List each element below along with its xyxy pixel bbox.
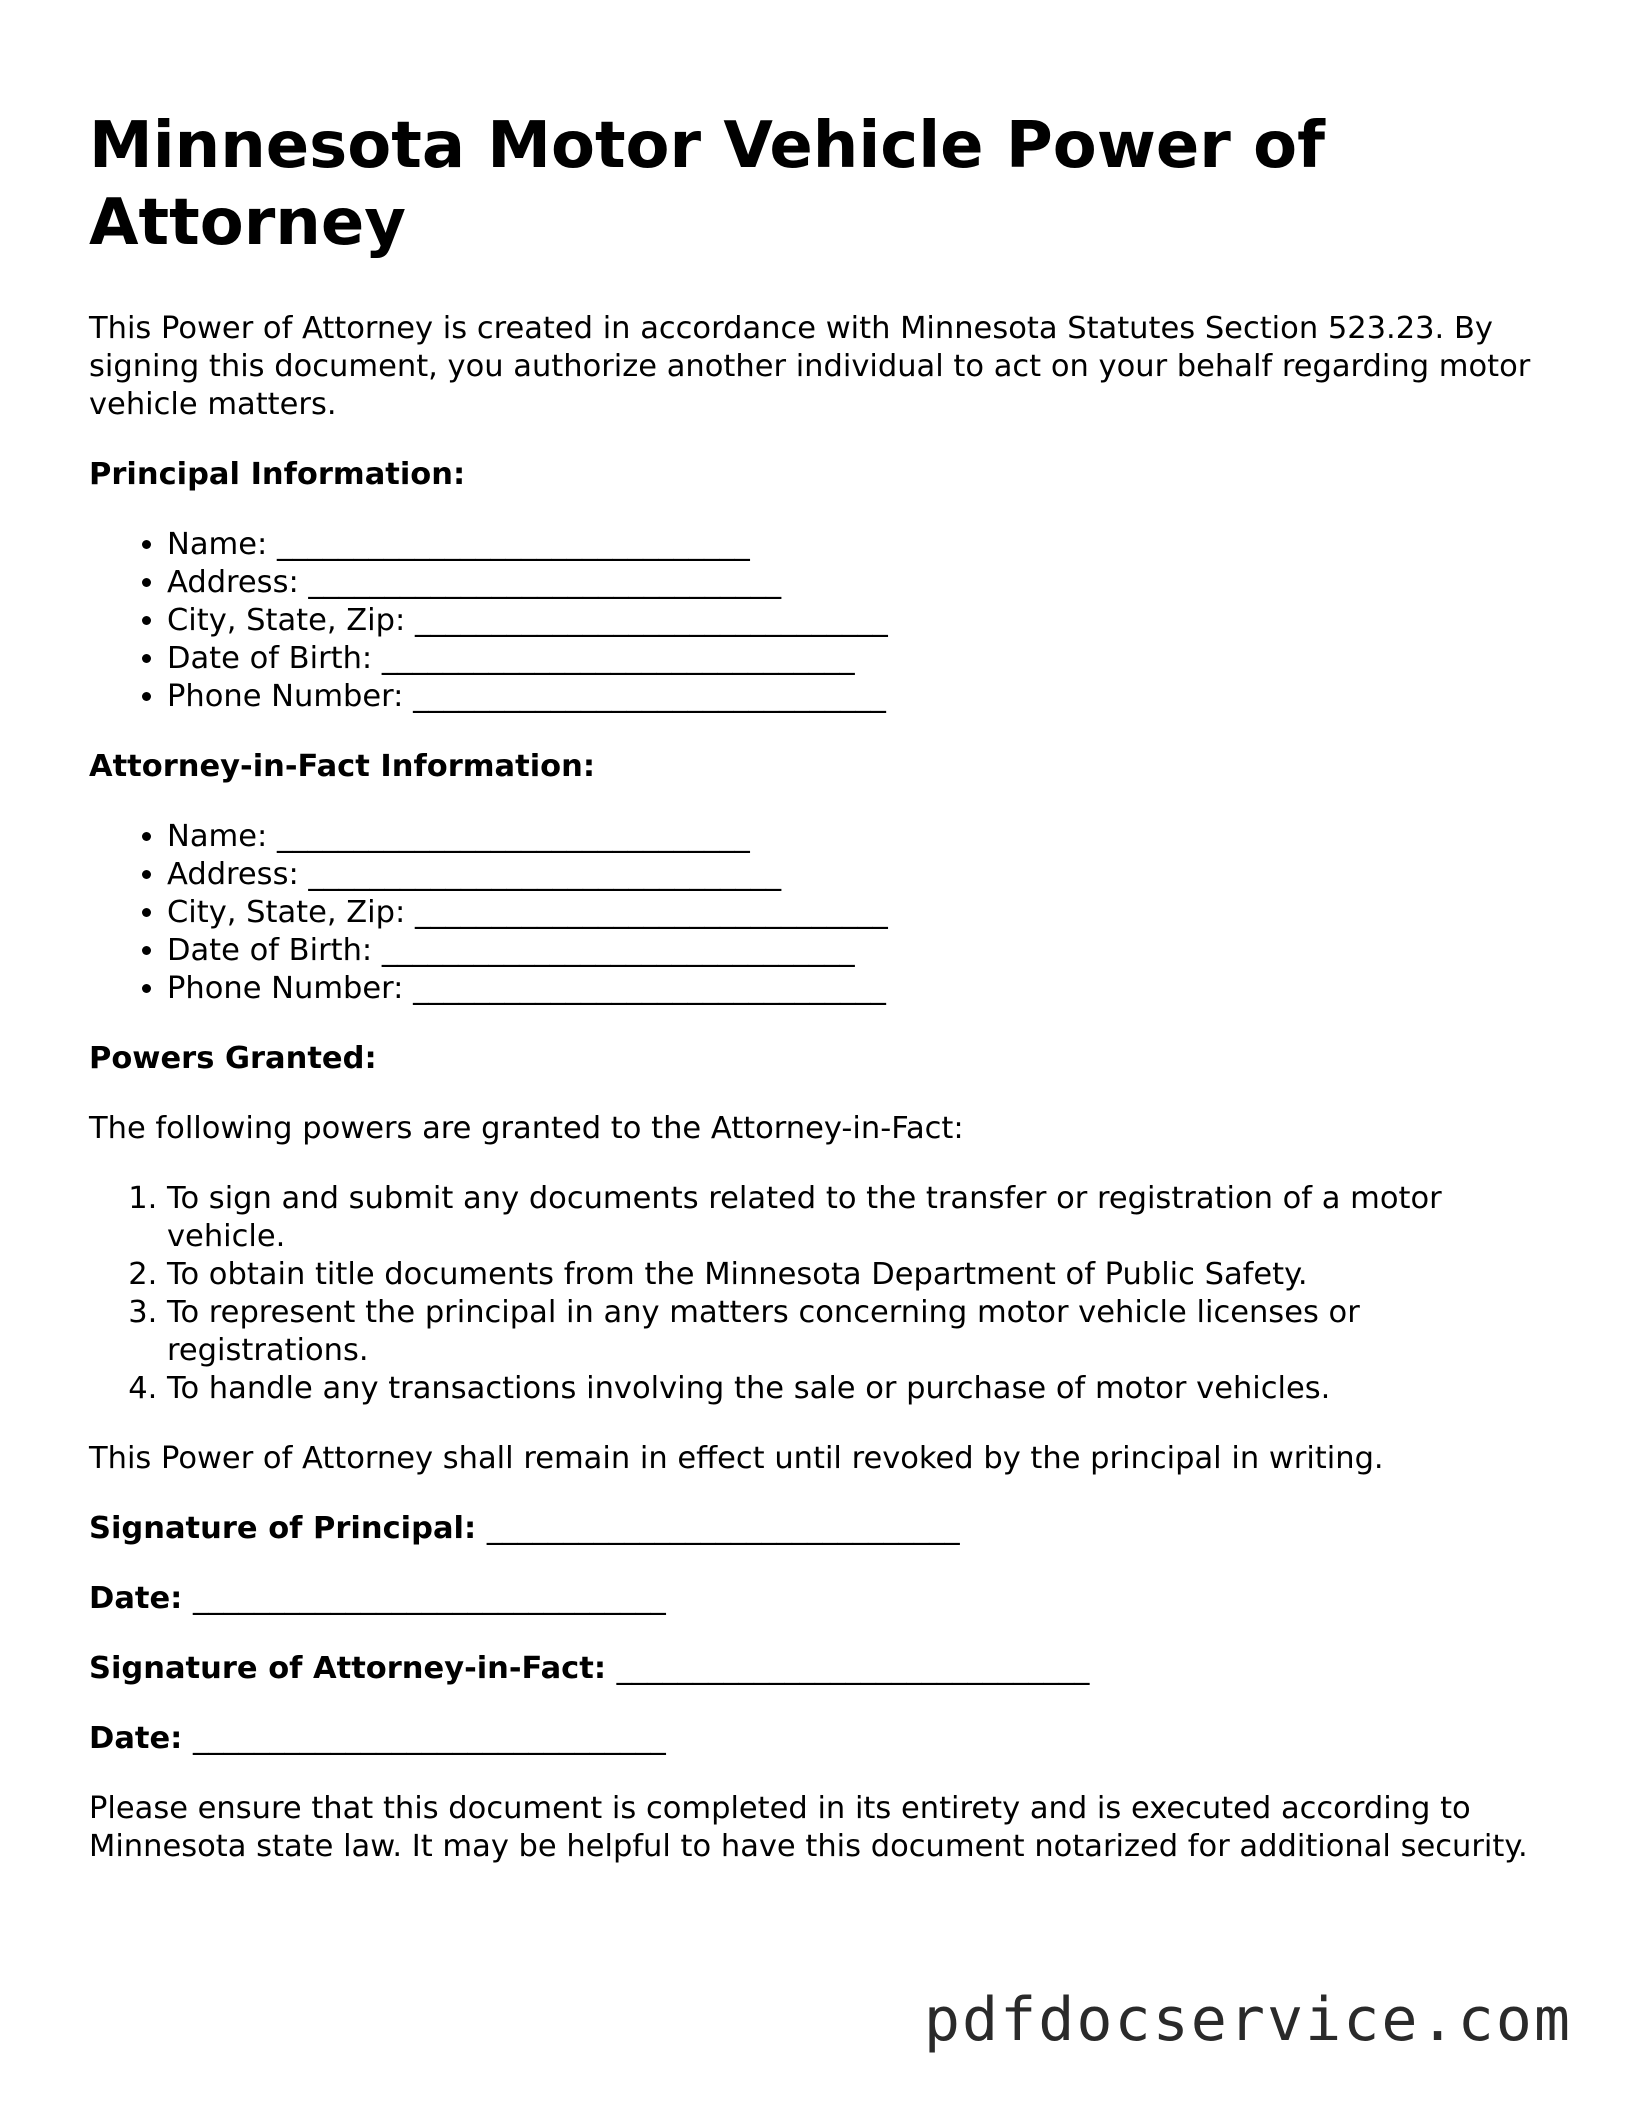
- principal-date-line: [89, 1580, 1539, 1618]
- attorney-name-field: • Name: _______________________________: [167, 818, 1539, 856]
- attorney-phone-field: • Phone Number: _______________________________: [167, 970, 1539, 1008]
- watermark-text: pdfdocservice.com: [923, 1985, 1572, 2055]
- attorney-signature-line: [89, 1650, 1539, 1688]
- attorney-heading: Attorney-in-Fact Information:: [89, 749, 596, 784]
- attorney-fields: [89, 818, 1539, 1008]
- powers-list: [89, 1180, 1539, 1408]
- attorney-city-state-zip-field: • City, State, Zip: _______________________________: [167, 894, 1539, 932]
- power-item: 2. To obtain title documents from the Minnesota Department of Public Safety.: [167, 1256, 1539, 1294]
- attorney-date-label: Date:: [89, 1721, 183, 1756]
- attorney-dob-field: • Date of Birth: _______________________________: [167, 932, 1539, 970]
- principal-signature-blank: _______________________________: [486, 1511, 960, 1546]
- power-item: 1. To sign and submit any documents related to the transfer or registration of a motor vehicle.: [167, 1180, 1539, 1256]
- principal-heading: Principal Information:: [89, 457, 466, 492]
- intro-paragraph: This Power of Attorney is created in accordance with Minnesota Statutes Section 523.23. By signing this document, you authorize another individual to act on your behalf regarding motor vehicle matters.: [89, 311, 1531, 422]
- principal-address-field: • Address: _______________________________: [167, 564, 1539, 602]
- attorney-address-field: • Address: _______________________________: [167, 856, 1539, 894]
- powers-intro: The following powers are granted to the Attorney-in-Fact:: [89, 1111, 964, 1146]
- principal-fields: [89, 526, 1539, 716]
- powers-heading: Powers Granted:: [89, 1041, 377, 1076]
- effect-paragraph: This Power of Attorney shall remain in effect until revoked by the principal in writing.: [89, 1441, 1384, 1476]
- attorney-signature-blank: _______________________________: [616, 1651, 1090, 1686]
- attorney-date-blank: _______________________________: [193, 1721, 666, 1756]
- principal-name-field: • Name: _______________________________: [167, 526, 1539, 564]
- document-title: Minnesota Motor Vehicle Power of Attorney: [89, 109, 1325, 260]
- power-item: 3. To represent the principal in any matters concerning motor vehicle licenses or registrations.: [167, 1294, 1539, 1370]
- attorney-date-line: [89, 1720, 1539, 1758]
- principal-signature-label: Signature of Principal:: [89, 1511, 477, 1546]
- principal-dob-field: • Date of Birth: _______________________________: [167, 640, 1539, 678]
- principal-date-blank: _______________________________: [193, 1581, 666, 1616]
- power-item: 4. To handle any transactions involving the sale or purchase of motor vehicles.: [167, 1370, 1539, 1408]
- document-content: [89, 108, 1539, 1866]
- principal-signature-line: [89, 1510, 1539, 1548]
- principal-city-state-zip-field: • City, State, Zip: _______________________________: [167, 602, 1539, 640]
- principal-date-label: Date:: [89, 1581, 183, 1616]
- principal-phone-field: • Phone Number: _______________________________: [167, 678, 1539, 716]
- attorney-signature-label: Signature of Attorney-in-Fact:: [89, 1651, 607, 1686]
- closing-paragraph: Please ensure that this document is completed in its entirety and is executed according to Minnesota state law. It may be helpful to have this document notarized for additional security.: [89, 1791, 1528, 1864]
